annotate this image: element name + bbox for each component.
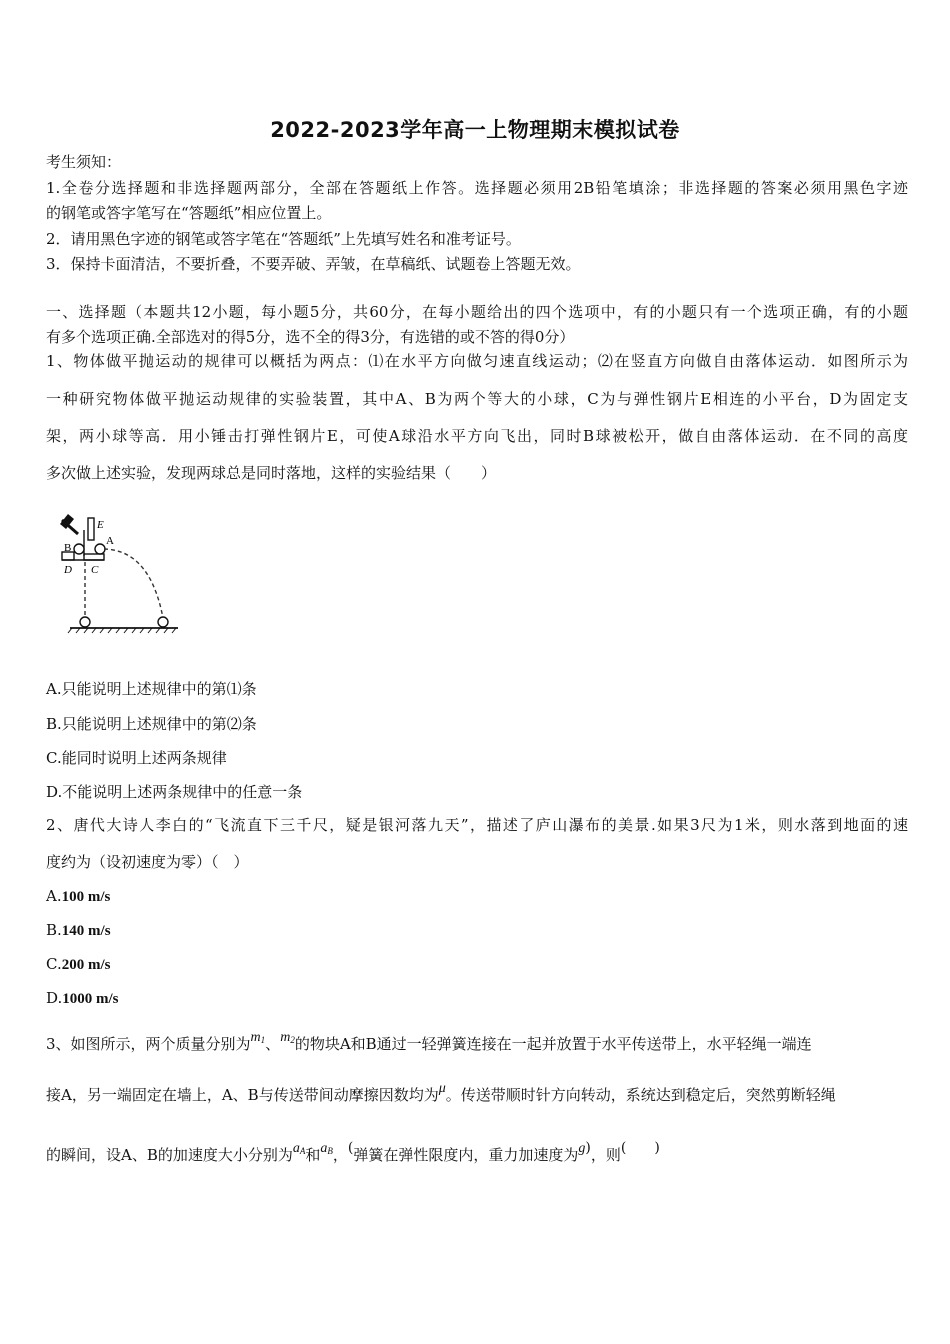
label-C: C bbox=[91, 564, 99, 576]
aA-subscript: A bbox=[299, 1146, 306, 1156]
page-title: 2022-2023学年高一上物理期末模拟试卷 bbox=[270, 118, 680, 142]
q2-option-b[interactable] bbox=[46, 920, 111, 941]
aB-subscript: B bbox=[327, 1146, 333, 1156]
notice-item: 3．保持卡面清洁，不要折叠，不要弄破、弄皱，在草稿纸、试题卷上答题无效。 bbox=[46, 255, 581, 273]
q2-option-c[interactable] bbox=[46, 954, 110, 975]
label-B: B bbox=[64, 542, 72, 554]
notice-item: 1.全卷分选择题和非选择题两部分，全部在答题纸上作答。选择题必须用2B铅笔填涂；非选择题的答案必须用黑色字迹 bbox=[46, 179, 908, 197]
m1-letter: m bbox=[250, 1030, 261, 1045]
q3-text-part: 弹簧在弹性限度内，重力加速度为 bbox=[353, 1146, 579, 1164]
mu-symbol: μ bbox=[438, 1081, 446, 1096]
section-heading-cont: 有多个选项正确.全部选对的得5分，选不全的得3分，有选错的或不答的得0分） bbox=[46, 328, 575, 346]
m2-letter: m bbox=[280, 1030, 291, 1045]
q2-text: 度约为（设初速度为零）（ ） bbox=[46, 853, 249, 871]
q3-text bbox=[46, 1140, 908, 1167]
section-heading: 一、选择题（本题共12小题，每小题5分，共60分，在每小题给出的四个选项中，有的小题只有一个选项正确，有的小题 bbox=[46, 303, 908, 321]
m2-symbol bbox=[280, 1030, 295, 1045]
q1-option-a[interactable]: A.只能说明上述规律中的第⑴条 bbox=[46, 680, 257, 698]
label-E: E bbox=[97, 519, 104, 531]
q3-text-part: ， bbox=[332, 1146, 348, 1164]
q1-text: 架，两小球等高．用小锤击打弹性钢片E，可使A球沿水平方向飞出，同时B球被松开，做自由落体运动．在不同的高度 bbox=[46, 427, 908, 445]
notice-heading: 考生须知： bbox=[46, 153, 122, 171]
q3-text-part: 和 bbox=[305, 1146, 321, 1164]
label-A: A bbox=[106, 535, 114, 547]
q3-text-part: 的瞬间，设A、B的加速度大小分别为 bbox=[46, 1146, 293, 1164]
q3-text-part: ，则 bbox=[590, 1146, 621, 1164]
q1-option-b[interactable]: B.只能说明上述规律中的第⑵条 bbox=[46, 715, 257, 733]
paren-open: ( bbox=[347, 1140, 354, 1156]
m2-subscript: 2 bbox=[290, 1035, 295, 1045]
answer-paren: ( ) bbox=[620, 1140, 660, 1156]
m1-subscript: 1 bbox=[260, 1035, 266, 1045]
q2-option-a[interactable] bbox=[46, 886, 110, 907]
option-letter: B. bbox=[46, 921, 62, 939]
notice-item: 2．请用黑色字迹的钢笔或答字笔在“答题纸”上先填写姓名和准考证号。 bbox=[46, 230, 521, 248]
paren-close: ) bbox=[585, 1140, 591, 1156]
q3-text-part: 的物块A和B通过一轻弹簧连接在一起并放置于水平传送带上，水平轻绳一端连 bbox=[294, 1035, 812, 1053]
q1-text: 一种研究物体做平抛运动规律的实验装置，其中A、B为两个等大的小球，C为与弹性钢片E相连的小平台，D为固定支 bbox=[46, 390, 908, 408]
g-symbol: g bbox=[578, 1141, 586, 1156]
label-D: D bbox=[64, 564, 72, 576]
q1-text: 多次做上述实验，发现两球总是同时落地，这样的实验结果（ ） bbox=[46, 464, 497, 482]
q3-text-part: 。传送带顺时针方向转动，系统达到稳定后，突然剪断轻绳 bbox=[445, 1086, 836, 1104]
q2-option-d[interactable] bbox=[46, 988, 119, 1009]
q1-option-c[interactable]: C.能同时说明上述两条规律 bbox=[46, 749, 227, 767]
q1-option-d[interactable]: D.不能说明上述两条规律中的任意一条 bbox=[46, 783, 303, 801]
option-letter: C. bbox=[46, 955, 62, 973]
separator: 、 bbox=[265, 1035, 281, 1053]
option-letter: D. bbox=[46, 989, 63, 1007]
notice-item: 的钢笔或答字笔写在“答题纸”相应位置上。 bbox=[46, 204, 332, 222]
q3-text bbox=[46, 1081, 908, 1107]
q1-text: 1、物体做平抛运动的规律可以概括为两点：⑴在水平方向做匀速直线运动；⑵在竖直方向做自由落体运动．如图所示为 bbox=[46, 352, 908, 370]
option-value: 200 m/s bbox=[61, 957, 111, 973]
q3-text-part: 接A，另一端固定在墙上，A、B与传送带间动摩擦因数均为 bbox=[46, 1086, 439, 1104]
aA-symbol bbox=[293, 1141, 306, 1156]
option-letter: A. bbox=[46, 887, 62, 905]
q3-text-part: 3、如图所示，两个质量分别为 bbox=[46, 1035, 251, 1053]
option-value: 100 m/s bbox=[61, 889, 111, 905]
projectile-apparatus-figure bbox=[60, 510, 185, 635]
aB-letter: a bbox=[320, 1141, 328, 1156]
m1-symbol bbox=[251, 1030, 266, 1045]
q2-text: 2、唐代大诗人李白的“飞流直下三千尺，疑是银河落九天”，描述了庐山瀑布的美景.如果3尺为1米，则水落到地面的速 bbox=[46, 816, 908, 834]
q3-text bbox=[46, 1030, 908, 1056]
option-value: 1000 m/s bbox=[62, 991, 119, 1007]
aA-letter: a bbox=[292, 1141, 300, 1156]
aB-symbol bbox=[320, 1141, 333, 1156]
option-value: 140 m/s bbox=[61, 923, 111, 939]
